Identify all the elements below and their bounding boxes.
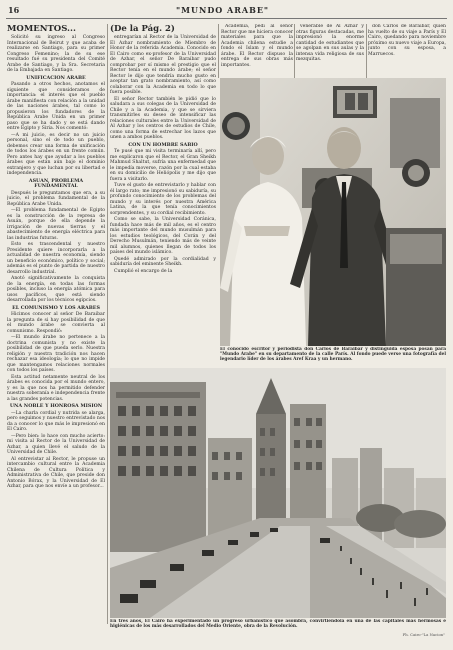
subheading: ASUAN, PROBLEMA FUNDAMENTAL xyxy=(28,177,84,189)
publication-title: "MUNDO ARABE" xyxy=(176,5,270,15)
subheading: CON UN HOMBRE SABIO xyxy=(128,141,198,148)
page-header xyxy=(0,0,453,20)
paragraph: Academia, pedí al señor Rector que me hiciera conocer materiales para que la Academia chilena estudie a fondo el Islam y el mundo árabe. El Rector dispuso la entrega de sus obras más importantes. xyxy=(221,24,293,68)
article-headline: MOMENTOS... xyxy=(7,24,76,34)
article-column-2 xyxy=(110,24,216,344)
paragraph: Después le preguntamos que era, a su juicio, el problema fundamental de la República Arabe Unida. xyxy=(7,190,105,207)
paragraph: Esta actitud netamente neutral de los árabes es conocida por el mundo entero, y es la que nos ha permitido defender nuestra soberanía e independencia frente a las grandes potencias. xyxy=(7,374,105,402)
photo-caption-couple: El conocido escritor y periodista don Carlos de Baraibar y distinguida esposa posan para "Mundo Arabe" en su departamento de la calle París. Al fondo puede verse una fotografía del legendario líder de los árabes Aref Kraa y un hermano. xyxy=(220,347,446,363)
paragraph: Anotó significativamente la conquista de la energía, en todas las formas posibles, incluso la energía atómica para usos pacíficos, que está siendo desarrollada por los técnicos egipcios. xyxy=(7,276,105,303)
paragraph: venerable de Al Azhar y otras figuras destacadas, me impresionó la enorme cantidad de estudiantes que se agolpan en sus aulas y la intensa vida religiosa de sus mezquitas. xyxy=(296,24,364,62)
paragraph: —El mundo árabe no pertenece a la doctrina comunista y no existe la posibilidad de que pueda serlo. Nuestra religión y nuestra tradición nos hacen rechazar esa ideología; lo que no impide que mantengamos relaciones normales con todos los países. xyxy=(7,335,105,373)
paragraph: Tuve el gusto de entrevistarlo y hablar con él largo rato; me impresionó su sabiduría, su profundo conocimiento de los problemas del mundo y su interés por nuestra América Latina, de la que tenía conocimientos sorprendentes, y su cordial recibimiento. xyxy=(110,183,216,216)
city-illustration xyxy=(110,368,446,618)
article-column-1 xyxy=(7,24,105,624)
column-rule xyxy=(218,24,219,78)
paragraph: —La charla cordial y nutrida se alarga, pero seguimos y nuestro entrevistado nos da a conocer lo que más le impresionó en El Cairo. xyxy=(7,410,105,432)
paragraph: Esto es trascendental y nuestro Presidente quiere incorporarla a la actualidad de nuestra economía, siendo un beneficio económico, político y social; además es el punto de partida de nuestro desarrollo industrial. xyxy=(7,242,105,275)
paragraph: Hicimos conocer al señor De Baraibar la pregunta de si hay posibilidad de que el mundo árabe se convierta al comunismo. Respondió: xyxy=(7,312,105,334)
portrait-illustration xyxy=(220,78,446,346)
subheading: UNIFICACION ARABE xyxy=(26,74,86,81)
page-number: 16 xyxy=(8,5,20,15)
paragraph: Solicitó su ingreso al Congreso Internacional de Beirut y que acaba de realizarse en Santiago, para su primer Congreso Femenino; la de su ese resultado fué su presidenta del Comité Arabe de Santiago, y la Sra. Secretaria de la Embajada en Santiago. xyxy=(7,35,105,73)
photo-credit: Ph. Cairo-"La Nacion" xyxy=(402,632,445,637)
paragraph: Pasando a otros hechos, anotamos el siguiente que consideramos de importancia: el interés que el pueblo árabe manifiesta con relación a la unidad de las naciones árabes, tal como lo propusieron los fundadores de la República Arabe Unida en un primer paso que se ha dado y se está dando entre Egipto y Siria. Nos comentó: xyxy=(7,82,105,131)
cairo-street-photo xyxy=(110,368,446,618)
paragraph: El señor Rector también le pidió que lo saludara a sus colegas de la Universidad de Chile y a la Academia, y que se sirviera transmitirles su deseo de intensificar las relaciones culturales entre la Universidad de Al Azhar y los centros de estudios de Chile, como una forma de estrechar los lazos que unen a ambos pueblos. xyxy=(110,96,216,140)
paragraph: Quedé admirado por la cordialidad y sabiduría del eminente Sheikh. xyxy=(110,256,216,267)
paragraph: entregarían al Rector de la Universidad de El Azhar nombramiento de Miembro de Honor de la referida Academia. Conocido en El Cairo como ex-profesor de la Universidad de Azhar, el señor De Baraibar pudo comprobar por sí mismo el prestigio que el Rector tenía en el mundo árabe; el señor Rector le dijo que tendría mucho gusto en aceptar tan grato nombramiento, así como colaborar con la Academia en todo lo que fuera posible. xyxy=(110,35,216,95)
continuation-heading: (De la Pág. 2) xyxy=(110,24,175,34)
paragraph: —Pero bien: lo hace con mucho acierto: mi visita al Rector de la Universidad de Azhar, a quien llevé el saludo de la Universidad de Chile. xyxy=(7,433,105,455)
column-rule xyxy=(366,24,367,78)
paragraph: don Carlos de Baraibar, quien ha vuelto de su viaje a París y El Cairo, quedando para noviembre próximo su nuevo viaje a Europa, junto con su esposa, a Marruecos. xyxy=(368,24,446,57)
paragraph: Al entrevistar al Rector, le propuse un intercambio cultural entre la Academia Chilena de Cultura Política y Administrativa de Chile, que preside don Antonio Bórax, y la Universidad de El Azhar, para que nos envíe a un profesor... xyxy=(7,456,105,489)
paragraph: Como se sabe, la Universidad Coránica, fundada hace más de mil años, es el centro más importante del mundo musulmán para los estudios teológicos, del Corán y del Derecho Musulmán, teniendo más de veinte mil alumnos, quienes llegan de todos los países del mundo islámico. xyxy=(110,217,216,255)
column-rule xyxy=(294,24,295,78)
paragraph: —A mi juicio, es decir no un juicio personal, sino el de todo un pueblo, debemos crear una forma de unificación de todos los árabes en un frente común. Pero antes hay que ayudar a los pueblos árabes que están aún bajo el dominio extranjero y que luchan por su libertad e independencia. xyxy=(7,132,105,176)
subheading: EL COMUNISMO Y LOS ARABES xyxy=(12,304,100,311)
paragraph: Cumplió el encargo de la xyxy=(114,268,173,274)
subheading: UNA NOBLE Y HONROSA MISION xyxy=(9,403,103,409)
couple-portrait-photo xyxy=(220,78,446,346)
column-rule xyxy=(107,24,108,624)
paragraph: Te pusé que mi visita terminaría allí, pero me explicaron que el Rector, el Gran Sheikh Mahmud Shaltut, sufría una enfermedad que le impedía moverse, razón por la cual estaba en su domicilio de Heliópolis y me dijo que fuera a visitarlo. xyxy=(110,149,216,182)
paragraph: —El problema fundamental de Egipto es la construcción de la represa de Asuán, porque de ella depende la irrigación de nuevas tierras y el abastecimiento de energía eléctrica para las industrias futuras. xyxy=(7,208,105,241)
header-rule xyxy=(6,18,447,19)
photo-caption-city: En tres años, El Cairo ha experimentado un progreso urbanístico que asombra, convirtiéndola en una de las capitales más hermosas e higiénicas de los más desarrollados del Medio Oriente, obra de la Revolución. xyxy=(110,619,446,630)
